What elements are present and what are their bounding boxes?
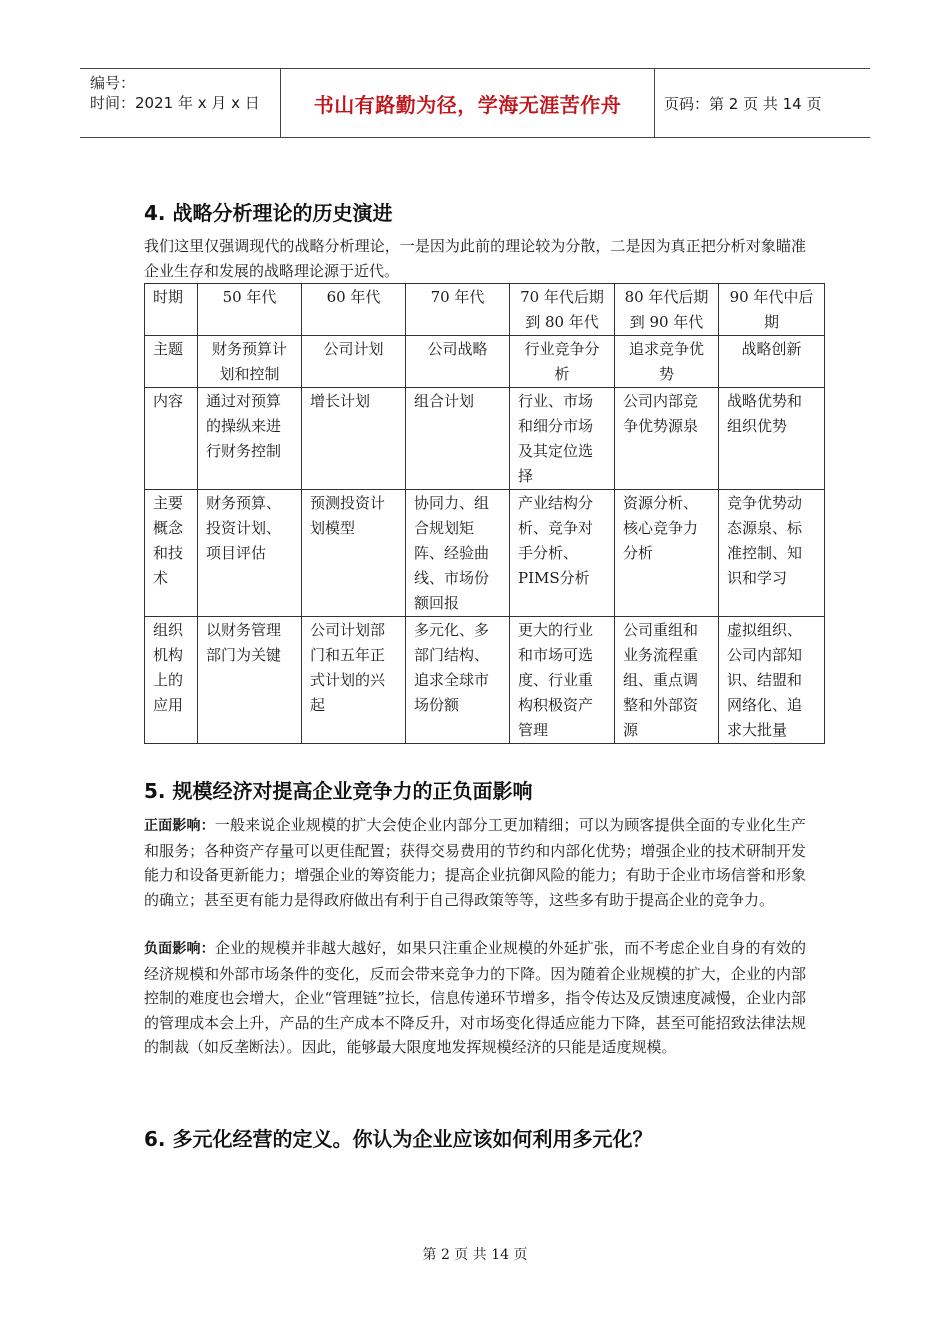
section-6-title: 6. 多元化经营的定义。你认为企业应该如何利用多元化？ bbox=[144, 1127, 653, 1151]
table-header-cell: 70 年代 bbox=[406, 284, 510, 336]
header-page-info: 页码：第 2 页 共 14 页 bbox=[664, 94, 822, 113]
strategy-evolution-table bbox=[144, 283, 825, 744]
document-number-label: 编号： bbox=[90, 74, 136, 92]
table-cell: 虚拟组织、公司内部知识、结盟和网络化、追求大批量 bbox=[719, 617, 825, 744]
table-header-cell: 时期 bbox=[145, 284, 198, 336]
table-cell: 公司计划部门和五年正式计划的兴起 bbox=[302, 617, 406, 744]
table-cell: 多元化、多部门结构、追求全球市场份额 bbox=[406, 617, 510, 744]
table-row bbox=[145, 336, 825, 388]
page-footer: 第 2 页 共 14 页 bbox=[422, 1247, 528, 1263]
table-cell: 公司战略 bbox=[406, 336, 510, 388]
negative-text: 企业的规模并非越大越好，如果只注重企业规模的外延扩张，而不考虑企业自身的有效的经济规模和外部市场条件的变化，反而会带来竞争力的下降。因为随着企业规模的扩大，企业的内部控制的难度也会增大，企业“管理链”拉长，信息传递环节增多，指令传达及反馈速度减慢，企业内部的管理成本会上升，产品的生产成本不降反升，对市场变化得适应能力下降，甚至可能招致法律法规的制裁（如反垄断法）。因此，能够最大限度地发挥规模经济的只能是适度规模。 bbox=[144, 939, 806, 1056]
table-cell: 公司内部竞争优势源泉 bbox=[615, 388, 719, 490]
section-5-negative bbox=[144, 936, 806, 1060]
table-header-cell: 80 年代后期到 90 年代 bbox=[615, 284, 719, 336]
table-header-cell: 60 年代 bbox=[302, 284, 406, 336]
table-cell: 行业、市场和细分市场及其定位选择 bbox=[510, 388, 615, 490]
positive-text: 一般来说企业规模的扩大会使企业内部分工更加精细；可以为顾客提供全面的专业化生产和服务；各种资产存量可以更佳配置；获得交易费用的节约和内部化优势；增强企业的技术研制开发能力和设备更新能力；增强企业的筹资能力；提高企业抗御风险的能力；有助于企业市场信誉和形象的确立；甚至更有能力是得政府做出有利于自己得政策等等，这些多有助于提高企业的竞争力。 bbox=[144, 816, 806, 909]
table-header-cell: 90 年代中后期 bbox=[719, 284, 825, 336]
table-cell: 更大的行业和市场可选度、行业重构积极资产管理 bbox=[510, 617, 615, 744]
table-cell: 协同力、组合规划矩阵、经验曲线、市场份额回报 bbox=[406, 490, 510, 617]
table-header-cell: 70 年代后期到 80 年代 bbox=[510, 284, 615, 336]
section-4-intro: 我们这里仅强调现代的战略分析理论，一是因为此前的理论较为分散，二是因为真正把分析对象瞄准企业生存和发展的战略理论源于近代。 bbox=[144, 237, 806, 280]
table-cell: 财务预算、投资计划、项目评估 bbox=[198, 490, 302, 617]
table-cell: 内容 bbox=[145, 388, 198, 490]
table-cell: 组合计划 bbox=[406, 388, 510, 490]
table-row bbox=[145, 617, 825, 744]
table-cell: 战略优势和组织优势 bbox=[719, 388, 825, 490]
table-cell: 增长计划 bbox=[302, 388, 406, 490]
table-header-cell: 50 年代 bbox=[198, 284, 302, 336]
table-cell: 通过对预算的操纵来进行财务控制 bbox=[198, 388, 302, 490]
table-cell: 追求竞争优势 bbox=[615, 336, 719, 388]
table-cell: 组织机构上的应用 bbox=[145, 617, 198, 744]
table-row bbox=[145, 490, 825, 617]
table-cell: 行业竞争分析 bbox=[510, 336, 615, 388]
negative-label: 负面影响： bbox=[144, 941, 215, 957]
table-cell: 公司重组和业务流程重组、重点调整和外部资源 bbox=[615, 617, 719, 744]
table-cell: 财务预算计划和控制 bbox=[198, 336, 302, 388]
section-5-positive bbox=[144, 813, 806, 912]
table-cell: 产业结构分析、竞争对手分析、PIMS分析 bbox=[510, 490, 615, 617]
section-4-title: 4. 战略分析理论的历史演进 bbox=[144, 201, 393, 225]
table-cell: 以财务管理部门为关键 bbox=[198, 617, 302, 744]
page-header bbox=[80, 68, 870, 138]
header-meta bbox=[80, 69, 281, 137]
table-row bbox=[145, 388, 825, 490]
header-motto-cell bbox=[281, 69, 655, 137]
table-cell: 预测投资计划模型 bbox=[302, 490, 406, 617]
table-cell: 公司计划 bbox=[302, 336, 406, 388]
table-cell: 战略创新 bbox=[719, 336, 825, 388]
table-cell: 竞争优势动态源泉、标准控制、知识和学习 bbox=[719, 490, 825, 617]
document-date: 时间：2021 年 x 月 x 日 bbox=[90, 94, 260, 112]
section-5-title: 5. 规模经济对提高企业竞争力的正负面影响 bbox=[144, 779, 533, 803]
table-header-row bbox=[145, 284, 825, 336]
header-motto: 书山有路勤为径，学海无涯苦作舟 bbox=[313, 92, 622, 117]
positive-label: 正面影响： bbox=[144, 818, 215, 834]
header-page-cell bbox=[664, 69, 870, 137]
table-cell: 主题 bbox=[145, 336, 198, 388]
table-cell: 资源分析、核心竞争力分析 bbox=[615, 490, 719, 617]
table-cell: 主要概念和技术 bbox=[145, 490, 198, 617]
